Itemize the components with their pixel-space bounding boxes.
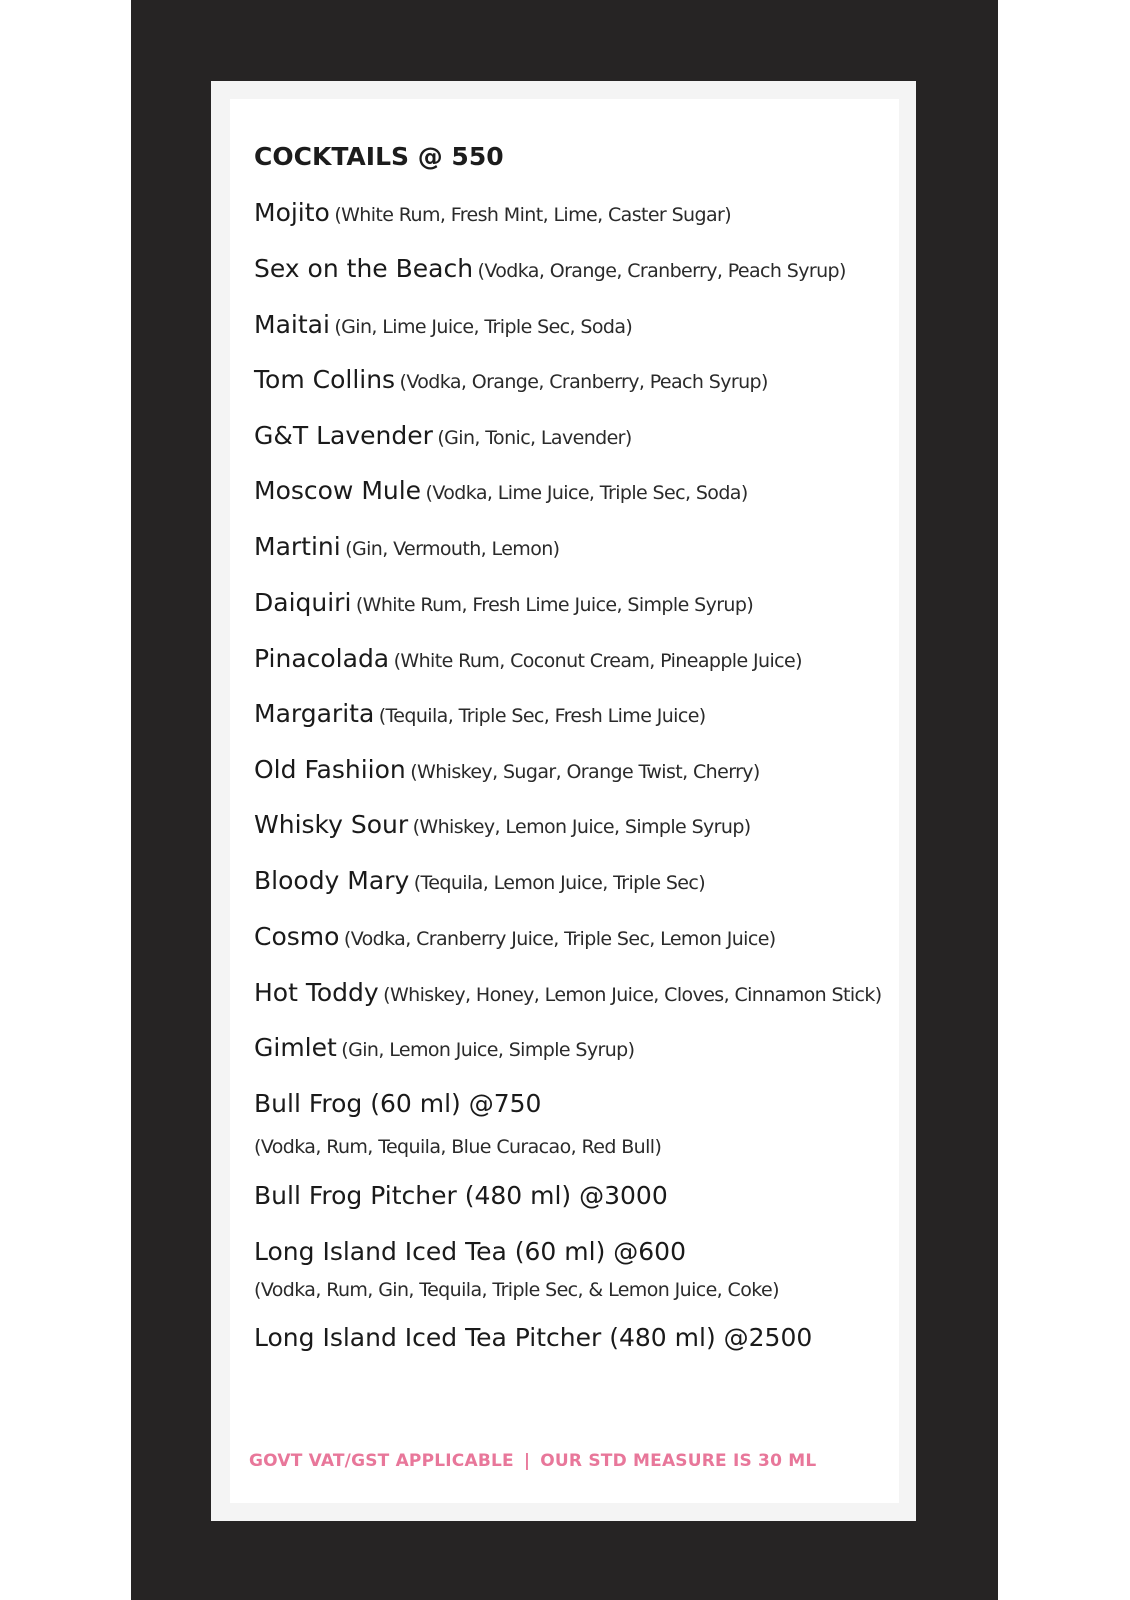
- special-name: Long Island Iced Tea (60 ml) @600: [254, 1237, 686, 1266]
- footer-separator: |: [523, 1451, 531, 1471]
- special-name: Bull Frog Pitcher (480 ml) @3000: [254, 1181, 668, 1210]
- menu-item: [254, 200, 731, 225]
- item-name: Tom Collins: [254, 365, 396, 394]
- menu-item: [254, 646, 802, 671]
- item-desc: (Whiskey, Lemon Juice, Simple Syrup): [412, 816, 751, 838]
- item-desc: (Vodka, Orange, Cranberry, Peach Syrup): [477, 260, 846, 282]
- item-name: Gimlet: [254, 1033, 337, 1062]
- item-desc: (White Rum, Coconut Cream, Pineapple Juice): [393, 650, 802, 672]
- item-name: Maitai: [254, 310, 330, 339]
- footer-note: [249, 1453, 816, 1470]
- item-name: Martini: [254, 532, 341, 561]
- item-name: Old Fashiion: [254, 755, 406, 784]
- special-item: [254, 1325, 812, 1350]
- item-desc: (Tequila, Lemon Juice, Triple Sec): [413, 872, 706, 894]
- item-desc: (Gin, Lime Juice, Triple Sec, Soda): [334, 316, 633, 338]
- item-name: Whisky Sour: [254, 810, 409, 839]
- item-desc: (Whiskey, Honey, Lemon Juice, Cloves, Cinnamon Stick): [383, 984, 882, 1006]
- menu-item: [254, 590, 753, 615]
- item-name: Daiquiri: [254, 588, 352, 617]
- item-name: Sex on the Beach: [254, 254, 474, 283]
- menu-item: [254, 478, 748, 503]
- item-desc: (Gin, Tonic, Lavender): [437, 427, 632, 449]
- item-desc: (White Rum, Fresh Lime Juice, Simple Syrup): [355, 594, 754, 616]
- special-name: Bull Frog (60 ml) @750: [254, 1089, 542, 1118]
- item-name: Bloody Mary: [254, 866, 410, 895]
- menu-item: [254, 312, 632, 337]
- special-item: [254, 1091, 541, 1116]
- menu-item: [254, 423, 632, 448]
- item-desc: (Gin, Vermouth, Lemon): [345, 538, 560, 560]
- menu-item: [254, 812, 751, 837]
- item-name: Cosmo: [254, 922, 340, 951]
- special-item: [254, 1239, 686, 1264]
- menu-item: [254, 980, 882, 1005]
- item-name: Mojito: [254, 198, 330, 227]
- menu-item: [254, 757, 760, 782]
- item-name: Moscow Mule: [254, 476, 422, 505]
- item-desc: (Vodka, Cranberry Juice, Triple Sec, Lemon Juice): [343, 928, 776, 950]
- item-name: G&T Lavender: [254, 421, 433, 450]
- menu-item: [254, 924, 776, 949]
- special-desc: (Vodka, Rum, Tequila, Blue Curacao, Red Bull): [254, 1136, 662, 1158]
- special-name: Long Island Iced Tea Pitcher (480 ml) @2500: [254, 1323, 813, 1352]
- item-desc: (Whiskey, Sugar, Orange Twist, Cherry): [410, 761, 760, 783]
- item-desc: (Gin, Lemon Juice, Simple Syrup): [341, 1039, 635, 1061]
- item-desc: (White Rum, Fresh Mint, Lime, Caster Sugar): [334, 204, 732, 226]
- menu-item: [254, 367, 768, 392]
- footer-vat-note: GOVT VAT/GST APPLICABLE: [249, 1451, 514, 1471]
- item-desc: (Vodka, Orange, Cranberry, Peach Syrup): [399, 371, 768, 393]
- menu-item: [254, 1035, 634, 1060]
- menu-heading: COCKTAILS @ 550: [254, 142, 504, 171]
- menu-item: [254, 701, 706, 726]
- item-name: Pinacolada: [254, 644, 390, 673]
- item-name: Hot Toddy: [254, 978, 379, 1007]
- footer-measure-note: OUR STD MEASURE IS 30 ML: [540, 1451, 817, 1471]
- item-name: Margarita: [254, 699, 375, 728]
- item-desc: (Tequila, Triple Sec, Fresh Lime Juice): [378, 705, 706, 727]
- special-desc: (Vodka, Rum, Gin, Tequila, Triple Sec, & Lemon Juice, Coke): [254, 1279, 779, 1301]
- special-item: [254, 1183, 668, 1208]
- menu-item: [254, 256, 846, 281]
- menu-item: [254, 534, 559, 559]
- menu-item: [254, 868, 705, 893]
- item-desc: (Vodka, Lime Juice, Triple Sec, Soda): [425, 482, 748, 504]
